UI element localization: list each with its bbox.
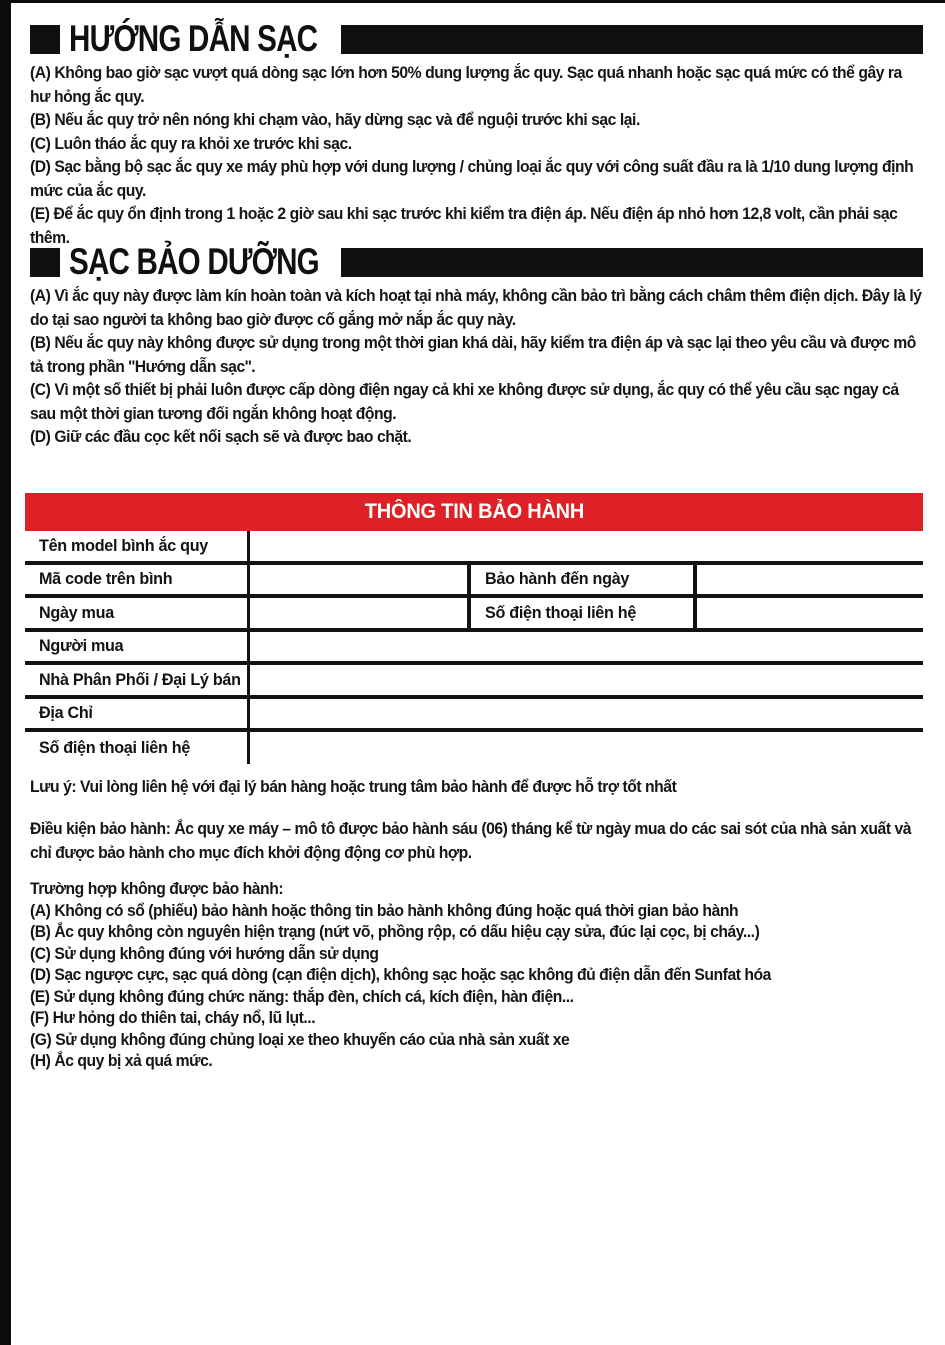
section-title-bar xyxy=(341,248,923,277)
exclusion-item: (F) Hư hỏng do thiên tai, cháy nổ, lũ lụt... xyxy=(30,1008,316,1027)
row-value-cell xyxy=(247,598,467,628)
table-row xyxy=(25,531,923,565)
instruction-item: (C) Luôn tháo ắc quy ra khỏi xe trước khi sạc. xyxy=(30,133,352,153)
warranty-table-header-banner xyxy=(25,493,923,531)
scan-top-border xyxy=(11,0,945,3)
table-row xyxy=(25,598,923,632)
row-value-cell xyxy=(247,565,467,595)
row-value-cell xyxy=(693,565,923,595)
exclusion-item: (C) Sử dụng không đúng với hướng dẫn sử dụng xyxy=(30,943,379,963)
instruction-item: (E) Để ắc quy ổn định trong 1 hoặc 2 giờ sau khi sạc trước khi kiểm tra điện áp. Nếu điện áp nhỏ hơn 12,8 volt, cần phải sạc thêm. xyxy=(30,204,898,247)
exclusion-item: (B) Ắc quy không còn nguyên hiện trạng (nứt võ, phồng rộp, có dấu hiệu cạy sửa, đúc lại cọc, bị cháy...) xyxy=(30,922,760,941)
row-value-cell xyxy=(247,732,923,764)
row-label-cell: Số điện thoại liên hệ xyxy=(39,738,191,757)
instruction-item: (A) Vì ắc quy này được làm kín hoàn toàn và kích hoạt tại nhà máy, không cần bảo trì bằng cách châm thêm điện dịch. Đây là lý do tại sao người ta không bao giờ được cố gắng mở nắp ắc quy này. xyxy=(30,286,922,329)
section-title: HƯỚNG DẪN SẠC xyxy=(69,17,318,59)
section-marker-square xyxy=(30,248,60,277)
section-body xyxy=(30,284,922,449)
instruction-item: (B) Nếu ắc quy trở nên nóng khi chạm vào, hãy dừng sạc và để nguội trước khi sạc lại. xyxy=(30,110,640,129)
row-label-cell: Người mua xyxy=(39,636,124,656)
instruction-item: (D) Giữ các đầu cọc kết nối sạch sẽ và được bao chặt. xyxy=(30,427,412,446)
row-value-cell xyxy=(247,531,923,561)
row-value-cell xyxy=(247,632,923,662)
support-note: Lưu ý: Vui lòng liên hệ với đại lý bán hàng hoặc trung tâm bảo hành để được hỗ trợ tốt nhất xyxy=(30,777,677,796)
row-label-cell: Tên model bình ắc quy xyxy=(39,535,208,555)
section-charging-instructions xyxy=(30,17,923,249)
row-value-cell xyxy=(247,699,923,729)
table-row xyxy=(25,699,923,733)
warranty-exclusions xyxy=(30,878,922,1072)
instruction-item: (C) Vì một số thiết bị phải luôn được cấp dòng điện ngay cả khi xe không được sử dụng, ắc quy có thể yêu cầu sạc ngay cả sau một thời gian tương đối ngắn không hoạt động. xyxy=(30,380,899,423)
instruction-item: (B) Nếu ắc quy này không được sử dụng trong một thời gian khá dài, hãy kiểm tra điện áp và sạc lại theo yêu cầu và được mô tả trong phần ''Hướng dẫn sạc''. xyxy=(30,333,916,376)
exclusion-item: (H) Ắc quy bị xả quá mức. xyxy=(30,1051,213,1070)
row-label-cell: Nhà Phân Phối / Đại Lý bán xyxy=(39,669,241,689)
section-header xyxy=(30,17,923,59)
section-title: SẠC BẢO DƯỠNG xyxy=(69,240,319,282)
exclusion-item: (A) Không có sổ (phiếu) bảo hành hoặc thông tin bảo hành không đúng hoặc quá thời gian bảo hành xyxy=(30,900,739,920)
table-row xyxy=(25,565,923,599)
row-label-cell: Bảo hành đến ngày xyxy=(467,565,693,595)
exclusion-item: (G) Sử dụng không đúng chủng loại xe theo khuyến cáo của nhà sản xuất xe xyxy=(30,1029,570,1049)
table-row xyxy=(25,632,923,666)
warranty-conditions: Điều kiện bảo hành: Ắc quy xe máy – mô tô được bảo hành sáu (06) tháng kể từ ngày mua do các sai sót của nhà sản xuất và chỉ được bảo hành cho mục đích khởi động động cơ phù hợp. xyxy=(30,819,912,862)
row-label-cell: Địa Chỉ xyxy=(39,703,93,723)
warranty-info-table xyxy=(25,493,923,764)
section-body xyxy=(30,61,922,249)
row-label-cell: Mã code trên bình xyxy=(39,569,173,589)
row-value-cell xyxy=(693,598,923,628)
section-maintenance-charging xyxy=(30,240,923,449)
section-title-bar xyxy=(341,25,923,54)
exclusions-heading: Trường hợp không được bảo hành: xyxy=(30,879,284,898)
section-marker-square xyxy=(30,25,60,54)
instruction-item: (D) Sạc bằng bộ sạc ắc quy xe máy phù hợp với dung lượng / chủng loại ắc quy với công suất đầu ra là 1/10 dung lượng định mức của ắc quy. xyxy=(30,157,914,200)
table-row xyxy=(25,732,923,764)
scan-left-border xyxy=(0,0,11,1345)
warranty-table-title: THÔNG TIN BẢO HÀNH xyxy=(364,500,584,523)
table-row xyxy=(25,665,923,699)
section-header xyxy=(30,240,923,282)
exclusion-item: (E) Sử dụng không đúng chức năng: thắp đèn, chích cá, kích điện, hàn điện... xyxy=(30,986,574,1006)
instruction-item: (A) Không bao giờ sạc vượt quá dòng sạc lớn hơn 50% dung lượng ắc quy. Sạc quá nhanh hoặc sạc quá mức có thể gây ra hư hỏng ắc quy. xyxy=(30,63,902,106)
row-label-cell: Ngày mua xyxy=(39,602,114,622)
exclusion-item: (D) Sạc ngược cực, sạc quá dòng (cạn điện dịch), không sạc hoặc sạc không đủ điện dẫn đến Sunfat hóa xyxy=(30,965,771,984)
row-value-cell xyxy=(247,665,923,695)
row-label-cell: Số điện thoại liên hệ xyxy=(467,598,693,628)
